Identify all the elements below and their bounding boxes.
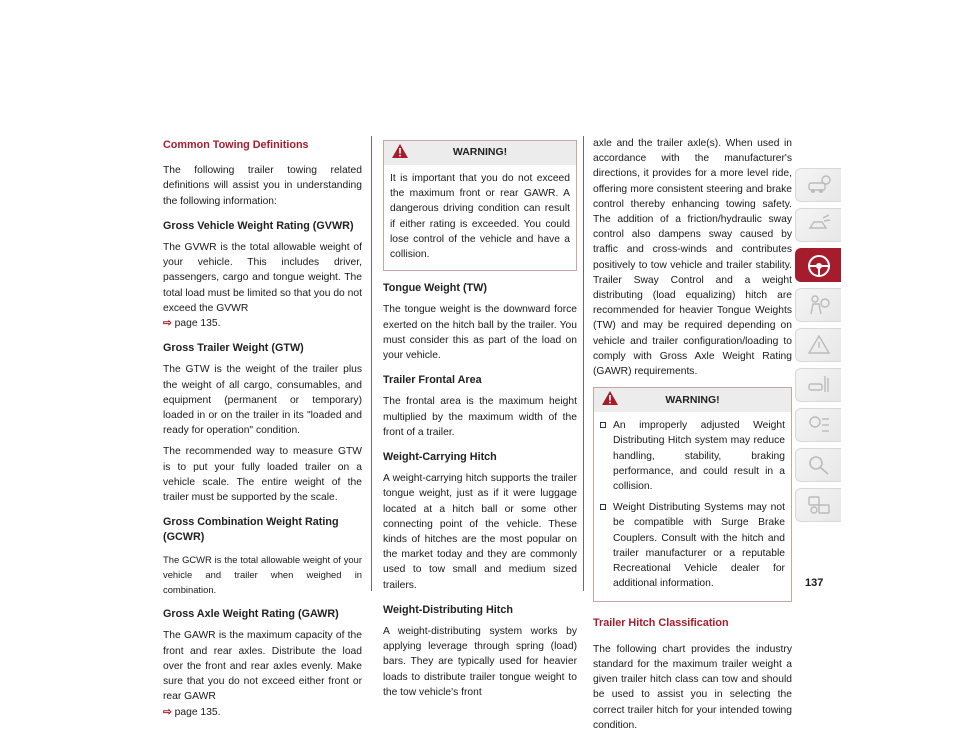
warning-body — [594, 412, 791, 601]
warning-road-icon — [807, 334, 831, 356]
car-info-icon — [807, 174, 831, 196]
thc-text: The following chart provides the industry standard for the maximum trailer weight a given trailer hitch class can tow and should be used to assist you in selecting the correct trailer hitch for your intended towing condition. — [593, 643, 792, 731]
warning-item: An improperly adjusted Weight Distributing Hitch system may reduce handling, stability, braking performance, and could result in a collision. — [600, 418, 785, 494]
arrow-right-icon: ⇨ — [163, 318, 172, 330]
gcwr-title: Gross Combination Weight Rating (GCWR) — [163, 516, 339, 544]
warning-title: WARNING! — [452, 146, 508, 159]
page-number: 137 — [805, 577, 824, 589]
column-2 — [383, 140, 577, 706]
tab-specifications[interactable] — [795, 408, 841, 442]
tfa-text: The frontal area is the maximum height multiplied by the maximum width of the front of a trailer. — [383, 396, 577, 438]
tfa-title: Trailer Frontal Area — [383, 374, 482, 387]
gvwr-text: The GVWR is the total allowable weight of your vehicle. This includes driver, passengers, cargo and tongue weight. The total load must be limited so that you do not exceed the GVWR ⇨ page 135. — [163, 242, 362, 330]
page-ref-link[interactable]: ⇨ page 135. — [163, 318, 221, 330]
gawr-title: Gross Axle Weight Rating (GAWR) — [163, 608, 339, 621]
column-1 — [163, 136, 362, 726]
warning-box — [593, 387, 792, 602]
tab-multimedia[interactable] — [795, 488, 841, 522]
warning-header — [384, 141, 576, 165]
column-divider — [583, 136, 584, 591]
square-bullet-icon — [600, 422, 606, 428]
page-ref-link[interactable]: ⇨ page 135. — [163, 706, 221, 718]
tab-airbag-safety[interactable] — [795, 288, 841, 322]
warning-title: WARNING! — [665, 393, 720, 406]
warning-box — [383, 140, 577, 271]
column-divider — [371, 136, 372, 591]
gawr-text: The GAWR is the maximum capacity of the front and rear axles. Distribute the load over the front and rear axles evenly. Make sure that you do not exceed either front or rear GAWR ⇨ page 135. — [163, 630, 362, 718]
tw-title: Tongue Weight (TW) — [383, 282, 487, 295]
tab-steering-wheel[interactable] — [795, 248, 841, 282]
airbag-safety-icon — [807, 294, 831, 316]
search-index-icon — [807, 454, 831, 476]
steering-wheel-icon — [807, 254, 831, 278]
continued-text: axle and the trailer axle(s). When used in accordance with the manufacturer's directions, it provides for a more level ride, offering more consistent steering and brake control thereby enhancing towing safety. The addition of a friction/hydraulic sway control also dampens sway caused by traffic and cross-winds and contributes positively to tow vehicle and trailer stability. Trailer Sway Control and a weight distributing (load equalizing) hitch are recommended for heavier Tongue Weights (TW) and may be required depending on vehicle and trailer configuration/loading to comply with Gross Axle Weight Rating (GAWR) requirements. — [593, 138, 792, 378]
gcwr-text: The GCWR is the total allowable weight of your vehicle and trailer when weighed in combination. — [163, 553, 362, 596]
warning-triangle-icon — [602, 391, 618, 405]
wch-title: Weight-Carrying Hitch — [383, 451, 497, 464]
gtw-title: Gross Trailer Weight (GTW) — [163, 342, 304, 355]
wch-text: A weight-carrying hitch supports the trailer tongue weight, just as if it were luggage located at a hitch ball or some other connecting point of the vehicle. These kinds of hitches are the most popular on the market today and they are commonly used to tow small and medium sized trailers. — [383, 473, 577, 591]
arrow-right-icon: ⇨ — [163, 706, 172, 718]
gtw-text-1: The GTW is the weight of the trailer plus the weight of all cargo, consumables, and equipment (permanent or temporary) loaded in or on the trailer in its "loaded and ready for operation" condition. — [163, 364, 362, 437]
intro-text: The following trailer towing related definitions will assist you in understanding the following information: — [163, 165, 362, 207]
warning-header — [594, 388, 791, 412]
warning-list — [600, 418, 785, 591]
car-service-icon — [807, 374, 831, 396]
wdh-text: A weight-distributing system works by applying leverage through spring (load) bars. They are typically used for heavier loads to distribute trailer tongue weight to the tow vehicle's front — [383, 626, 577, 698]
car-lights-icon — [807, 214, 831, 236]
square-bullet-icon — [600, 504, 606, 510]
specifications-icon — [807, 414, 831, 436]
tab-car-service[interactable] — [795, 368, 841, 402]
column-3 — [593, 136, 792, 739]
warning-body — [384, 165, 576, 270]
multimedia-icon — [807, 494, 831, 516]
wdh-title: Weight-Distributing Hitch — [383, 603, 513, 616]
warning-item: Weight Distributing Systems may not be compatible with Surge Brake Couplers. Consult with the hitch and trailer manufacturer or a reputable Recreational Vehicle dealer for additional information. — [600, 500, 785, 591]
gvwr-title: Gross Vehicle Weight Rating (GVWR) — [163, 219, 354, 232]
tab-warning-road[interactable] — [795, 328, 841, 362]
thc-title: Trailer Hitch Classification — [593, 617, 729, 630]
tw-text: The tongue weight is the downward force exerted on the hitch ball by the trailer. You must consider this as part of the load on your vehicle. — [383, 304, 577, 362]
chapter-tabs — [795, 168, 841, 528]
gtw-text-2: The recommended way to measure GTW is to put your fully loaded trailer on a vehicle scale. The entire weight of the trailer must be supported by the scale. — [163, 446, 362, 504]
tab-car-info[interactable] — [795, 168, 841, 202]
warning-triangle-icon — [392, 144, 408, 158]
section-heading: Common Towing Definitions — [163, 139, 309, 151]
warning-text: It is important that you do not exceed the maximum front or rear GAWR. A dangerous driving condition can result if either rating is exceeded. You could lose control of the vehicle and have a collision. — [390, 173, 570, 261]
tab-search-index[interactable] — [795, 448, 841, 482]
tab-car-lights[interactable] — [795, 208, 841, 242]
